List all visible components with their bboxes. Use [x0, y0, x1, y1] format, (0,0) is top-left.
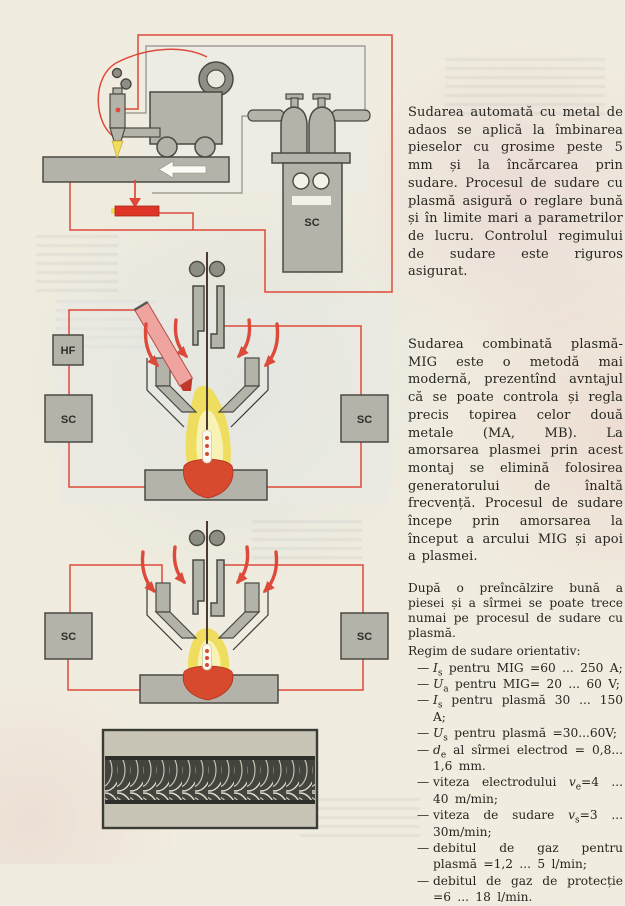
sc-label: SC [356, 631, 373, 643]
sc-label: SC [60, 414, 77, 426]
parameter-item: — $d_e$ al sîrmei electrod = 0,8... 1,6 mm. [417, 742, 623, 773]
cabinet-shelf [272, 153, 350, 163]
sc-label: SC [60, 631, 77, 643]
regime-heading: Regim de sudare orientativ: [408, 643, 581, 658]
metal-droplet [205, 656, 209, 660]
torch-nozzle [110, 128, 125, 141]
cabinet-slot [292, 196, 331, 205]
regime-parameter-list [408, 660, 623, 906]
parameter-item: — viteza electrodului $v_e=4$ ... 40 m/min; [417, 775, 623, 806]
plasma-nozzle [245, 583, 259, 612]
tractor-wheel [157, 137, 177, 157]
sc-label: SC [304, 217, 320, 229]
plasma-nozzle [245, 358, 259, 386]
red-circuit-branch [158, 213, 193, 230]
paragraph-regime [408, 581, 623, 906]
top-diagram [43, 35, 392, 292]
bottom-diagram [45, 521, 388, 703]
parameter-item: — $U_s$ pentru plasmă =30...60V; [417, 726, 618, 744]
gas-flow-arrow [174, 547, 184, 582]
weld-seam-photo [103, 730, 317, 828]
gas-flow-arrow [142, 552, 154, 591]
contact-tube [193, 560, 204, 614]
metal-droplet [205, 436, 209, 440]
parameter-item: — debitul de gaz de protecție =6 ... 18 l/min. [417, 873, 623, 905]
parameter-item: — $U_a$ pentru MIG= 20 ... 60 V; [417, 676, 620, 695]
wire-feed-roller [210, 262, 225, 277]
parameter-item: — $I_s$ pentru plasmă 30 ... 150 A; [417, 693, 623, 724]
torch-arm [122, 128, 160, 137]
wire-feed-roller [190, 531, 205, 546]
arc-flame [112, 141, 123, 158]
gas-cylinder [281, 107, 307, 154]
wire-terminal [116, 108, 121, 113]
wire-feed-roller [190, 262, 205, 277]
tractor-body [150, 92, 222, 144]
control-cabinet [272, 153, 350, 272]
gas-flow-arrow [265, 552, 277, 591]
paragraph-plasma-automatic: Sudarea automată cu metal de adaos se aplică la îmbinarea pieselor cu grosime peste 5 mm și la încărcarea prin sudare. Procesul de sudare cu plasmă asigură o reglare bună și în limite mari a parametrilor de lucru. Controlul regimului de sudare este riguros asigurat. [408, 105, 623, 280]
pressure-regulator [248, 110, 284, 121]
contact-tube [211, 560, 224, 616]
sc-label: SC [356, 414, 373, 426]
wire-spool [113, 69, 122, 78]
metal-droplet [205, 649, 209, 653]
weld-bead [105, 760, 315, 802]
hf-label: HF [60, 345, 76, 357]
gauge-dial [293, 173, 309, 189]
heated-strip [115, 206, 159, 216]
parameter-item: — $I_s$ pentru MIG =60 ... 250 A; [417, 660, 623, 678]
parameter-item: — viteza de sudare $v_s=3$ ... 30m/min; [417, 808, 623, 839]
parameter-item: — debitul de gaz pentru plasmă =1,2 ... 5 l/min; [417, 841, 623, 872]
metal-droplet [205, 452, 209, 456]
middle-diagram [45, 252, 390, 503]
tractor-wheel [195, 137, 215, 157]
regime-intro: După o preîncălzire bună a piesei și a sîrmei se poate trece numai pe procesul de sudare cu plasmă. [408, 581, 623, 640]
wire-feed-roller [210, 531, 225, 546]
gas-cylinder [309, 107, 335, 154]
paragraph-plasma-mig: Sudarea combinată plasmă-MIG este o metodă mai modernă, prezentînd avntajul că se poate controla și regla precis topirea celor două metale (MA, MB). La amorsarea plasmei prin acest montaj se elimină folosirea generatorului de înaltă frecvență. Procesul de sudare începe prin amorsarea la început a arcului MIG și apoi a plasmei. [408, 337, 623, 565]
gauge-dial [313, 173, 329, 189]
pressure-regulator [332, 110, 370, 121]
metal-droplet [205, 444, 209, 448]
metal-droplet [205, 663, 209, 667]
plasma-nozzle [156, 583, 170, 612]
